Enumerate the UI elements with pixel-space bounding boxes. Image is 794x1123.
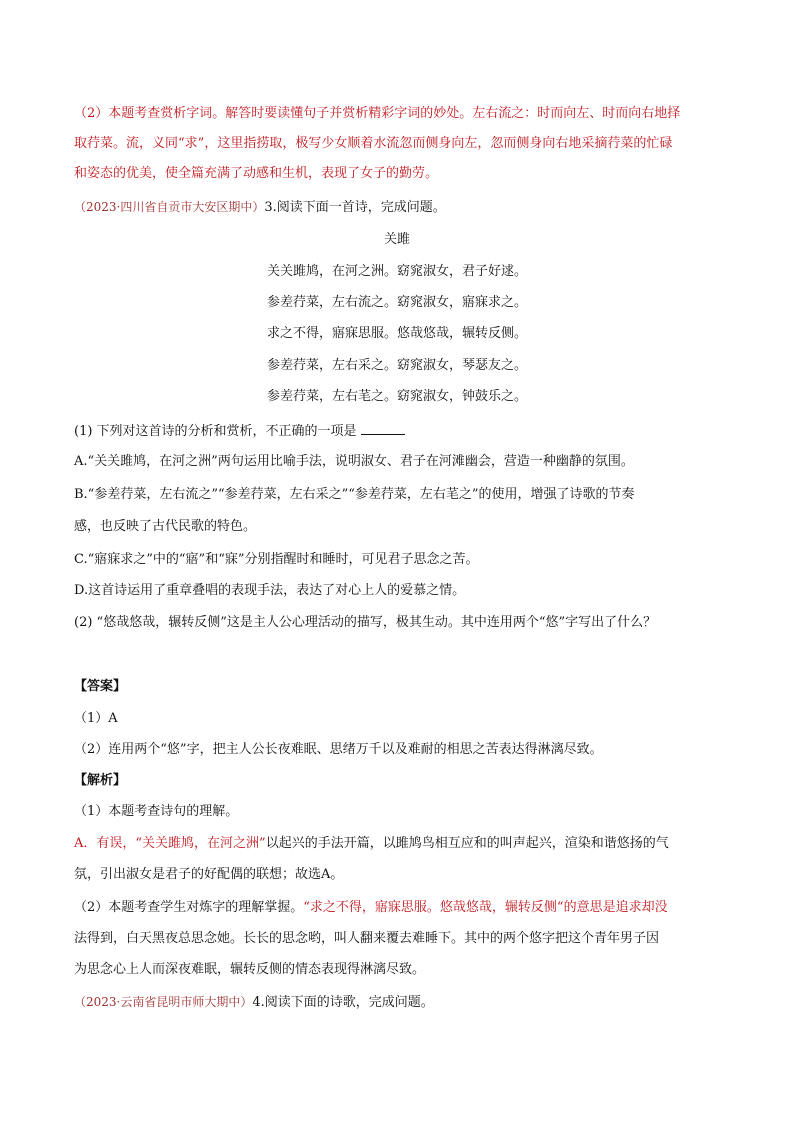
option-a: A.“关关雎鸠，在河之洲”两句运用比喻手法，说明淑女、君子在河滩幽会，营造一种幽静的氛围。 <box>74 454 634 469</box>
prev-answer-line-2: 取荇菜。流，义同“求”，这里指捞取，极写少女顺着水流忽而侧身向左，忽而侧身向右地采摘荇菜的忙碌 <box>74 136 673 151</box>
answer-blank <box>361 420 405 435</box>
prev-answer-line-1 <box>74 103 680 125</box>
analysis-p1: （1）本题考查诗句的理解。 <box>74 804 239 819</box>
option-d: D.这首诗运用了重章叠唱的表现手法，表达了对心上人的爱慕之情。 <box>74 583 466 598</box>
question-4-header <box>74 991 434 1014</box>
analysis-p2-line-1: A．有误，“关关雎鸠，在河之洲”以起兴的手法开篇，以雎鸠鸟相互应和的叫声起兴，渲染和谐悠扬的气 <box>74 836 669 851</box>
sub-question-2: (2) “悠哉悠哉，辗转反侧”这是主人公心理活动的描写，极其生动。其中连用两个“悠”字写出了什么？ <box>74 615 657 630</box>
poem-title: 关雎 <box>383 232 410 247</box>
question-source: （2023·四川省自贡市大安区期中） <box>74 200 265 214</box>
analysis-p3-line-1: （2）本题考查学生对炼字的理解掌握。“求之不得，寤寐思服。悠哉悠哉，辗转反侧“的意思是追求却没 <box>74 900 668 915</box>
answer-heading: 【答案】 <box>74 679 127 694</box>
prev-answer-quote: “求” <box>178 136 205 151</box>
poem-line: 参差荇菜，左右流之。窈窕淑女，寤寐求之。 <box>266 295 527 310</box>
analysis-heading: 【解析】 <box>74 773 127 788</box>
poem-line: 参差荇菜，左右采之。窈窕淑女，琴瑟友之。 <box>266 358 527 373</box>
poem-line: 求之不得，寤寐思服。悠哉悠哉，辗转反侧。 <box>266 326 527 341</box>
sub-question-1: (1) 下列对这首诗的分析和赏析，不正确的一项是 <box>74 420 405 443</box>
question-source: （2023·云南省昆明市师大期中） <box>74 995 253 1009</box>
analysis-quote: “关关雎鸠，在河之洲” <box>135 836 266 851</box>
answer-2: （2）连用两个“悠”字，把主人公长夜难眠、思绪万千以及难耐的相思之苦表达得淋漓尽致。 <box>74 742 603 757</box>
option-b-line-2: 感，也反映了古代民歌的特色。 <box>74 519 257 534</box>
analysis-quote: “求之不得，寤寐思服。悠哉悠哉，辗转反侧“ <box>303 900 564 915</box>
question-3-header <box>74 196 446 219</box>
question-intro: 4.阅读下面的诗歌，完成问题。 <box>252 995 434 1010</box>
analysis-p3-line-3: 为思念心上人而深夜难眠，辗转反侧的情态表现得淋漓尽致。 <box>74 962 426 977</box>
poem-line: 参差荇菜，左右芼之。窈窕淑女，钟鼓乐之。 <box>266 389 527 404</box>
option-b-line-1: B.“参差荇菜，左右流之”“参差荇菜，左右采之”“参差荇菜，左右芼之”的使用，增强了诗歌的节奏 <box>74 487 635 502</box>
prev-answer-text: （2）本题考查赏析字词。解答时要读懂句子并赏析精彩字词的妙处。左右流之：时而向左、时而向右地择 <box>74 106 681 121</box>
answer-1: （1）A <box>74 711 118 726</box>
option-c: C.“寤寐求之”中的“寤”和“寐”分别指醒时和睡时，可见君子思念之苦。 <box>74 552 479 567</box>
prev-answer-line-3: 和姿态的优美，使全篇充满了动感和生机，表现了女子的勤劳。 <box>74 166 439 181</box>
analysis-p3-line-2: 法得到，白天黑夜总思念她。长长的思念哟，叫人翻来覆去难睡下。其中的两个悠字把这个青年男子因 <box>74 931 660 946</box>
poem-line: 关关雎鸠，在河之洲。窈窕淑女，君子好逑。 <box>266 264 527 279</box>
analysis-p2-line-2: 氛，引出淑女是君子的好配偶的联想；故选A。 <box>74 867 344 882</box>
question-intro: 3.阅读下面一首诗，完成问题。 <box>264 200 446 215</box>
